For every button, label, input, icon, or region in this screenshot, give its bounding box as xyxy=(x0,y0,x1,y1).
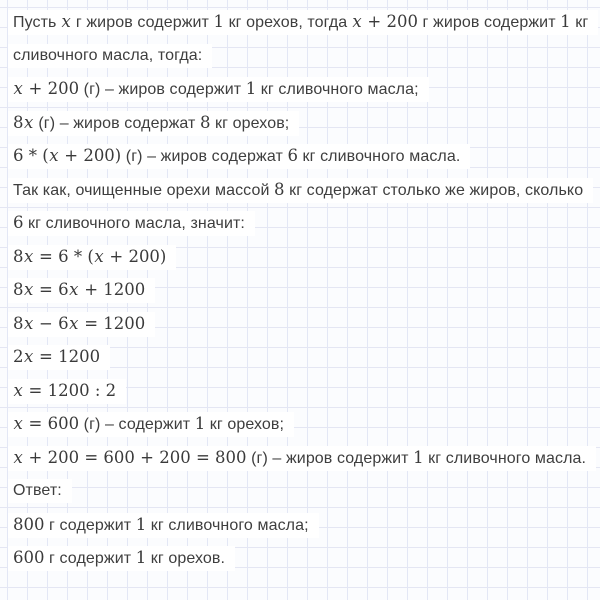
line-text-strip xyxy=(8,412,294,437)
text-segment: кг орехов, тогда xyxy=(224,14,352,31)
solution-line xyxy=(8,312,600,336)
math-segment: 6 * (x + 200) xyxy=(13,146,122,165)
text-segment: кг сливочного масла. xyxy=(297,148,461,165)
line-text-strip xyxy=(8,312,155,337)
text-segment: Пусть xyxy=(13,14,62,31)
solution-line xyxy=(8,446,600,470)
line-text-strip xyxy=(8,178,593,203)
text-segment: г содержит xyxy=(44,550,136,567)
text-segment: кг сливочного масла. xyxy=(423,449,587,467)
solution-line xyxy=(8,111,600,135)
math-segment: x + 200 xyxy=(13,79,80,98)
line-text-strip xyxy=(8,379,126,404)
line-text-strip xyxy=(8,479,72,503)
text-segment: г жиров содержит xyxy=(417,14,561,31)
math-segment: 6 xyxy=(287,146,298,165)
text-segment: кг орехов; xyxy=(205,416,285,433)
text-segment: кг xyxy=(570,14,589,31)
math-segment: 2x = 1200 xyxy=(13,347,101,366)
math-segment: 1 xyxy=(194,414,206,433)
line-text-strip xyxy=(8,446,596,471)
math-segment: 600 xyxy=(13,548,45,567)
solution-line xyxy=(8,345,600,369)
solution-line xyxy=(8,278,600,302)
solution-line xyxy=(8,245,600,269)
line-text-strip xyxy=(8,77,429,102)
text-segment: кг орехов. xyxy=(146,550,226,567)
math-segment: 8x − 6x = 1200 xyxy=(13,313,146,333)
math-segment: 1 xyxy=(135,514,147,534)
math-segment: 1 xyxy=(245,79,257,98)
math-segment: 8x xyxy=(13,112,34,132)
math-segment: x = 600 xyxy=(13,414,80,433)
math-segment: 6 xyxy=(13,213,24,232)
text-segment: кг сливочного масла; xyxy=(146,516,309,534)
text-segment: (г) – жиров содержат xyxy=(33,114,201,132)
solution-line xyxy=(8,10,600,34)
line-text-strip xyxy=(8,513,319,538)
text-segment: г жиров содержит xyxy=(71,14,214,31)
line-text-strip xyxy=(8,44,212,68)
math-segment: x + 200 xyxy=(352,12,418,31)
solution-lines xyxy=(8,10,600,570)
math-segment: x + 200 = 600 + 200 = 800 xyxy=(13,447,247,467)
line-text-strip xyxy=(8,111,299,136)
line-text-strip xyxy=(8,245,176,270)
text-segment: г содержит xyxy=(44,516,136,534)
math-segment: 8 xyxy=(274,179,285,199)
text-segment: Ответ: xyxy=(13,482,62,499)
solution-line xyxy=(8,513,600,537)
math-segment: 1 xyxy=(413,447,424,467)
line-text-strip xyxy=(8,278,155,303)
line-text-strip xyxy=(8,10,598,35)
text-segment: сливочного масла, тогда: xyxy=(13,46,203,64)
line-text-strip xyxy=(8,546,235,571)
math-segment: 1 xyxy=(135,548,147,567)
text-segment: (г) – жиров содержит xyxy=(79,81,246,98)
line-text-strip xyxy=(8,211,255,236)
text-segment: кг сливочного масла, значит: xyxy=(23,215,245,232)
math-segment: 8x = 6x + 1200 xyxy=(13,280,146,299)
solution-line xyxy=(8,546,600,570)
text-segment: Так как, очищенные орехи массой xyxy=(13,181,275,199)
line-text-strip xyxy=(8,345,110,370)
solution-line xyxy=(8,479,600,503)
solution-line xyxy=(8,211,600,235)
math-segment: x xyxy=(61,12,71,31)
solution-line xyxy=(8,144,600,168)
solution-line xyxy=(8,412,600,436)
line-text-strip xyxy=(8,144,470,169)
solution-line xyxy=(8,44,600,68)
text-segment: (г) – содержит xyxy=(79,416,195,433)
math-segment: 800 xyxy=(13,514,45,534)
text-segment: (г) – жиров содержат xyxy=(121,148,288,165)
math-segment: 8x = 6 * (x + 200) xyxy=(13,246,167,266)
math-segment: x = 1200 : 2 xyxy=(13,380,117,400)
solution-line xyxy=(8,178,600,202)
solution-line xyxy=(8,379,600,403)
text-segment: кг сливочного масла; xyxy=(256,81,419,98)
text-segment: кг орехов; xyxy=(210,114,290,132)
text-segment: кг содержат столько же жиров, сколько xyxy=(284,181,584,199)
math-segment: 1 xyxy=(560,12,571,31)
solution-line xyxy=(8,77,600,101)
math-segment: 8 xyxy=(200,112,211,132)
text-segment: (г) – жиров содержит xyxy=(246,449,414,467)
math-segment: 1 xyxy=(213,12,225,31)
